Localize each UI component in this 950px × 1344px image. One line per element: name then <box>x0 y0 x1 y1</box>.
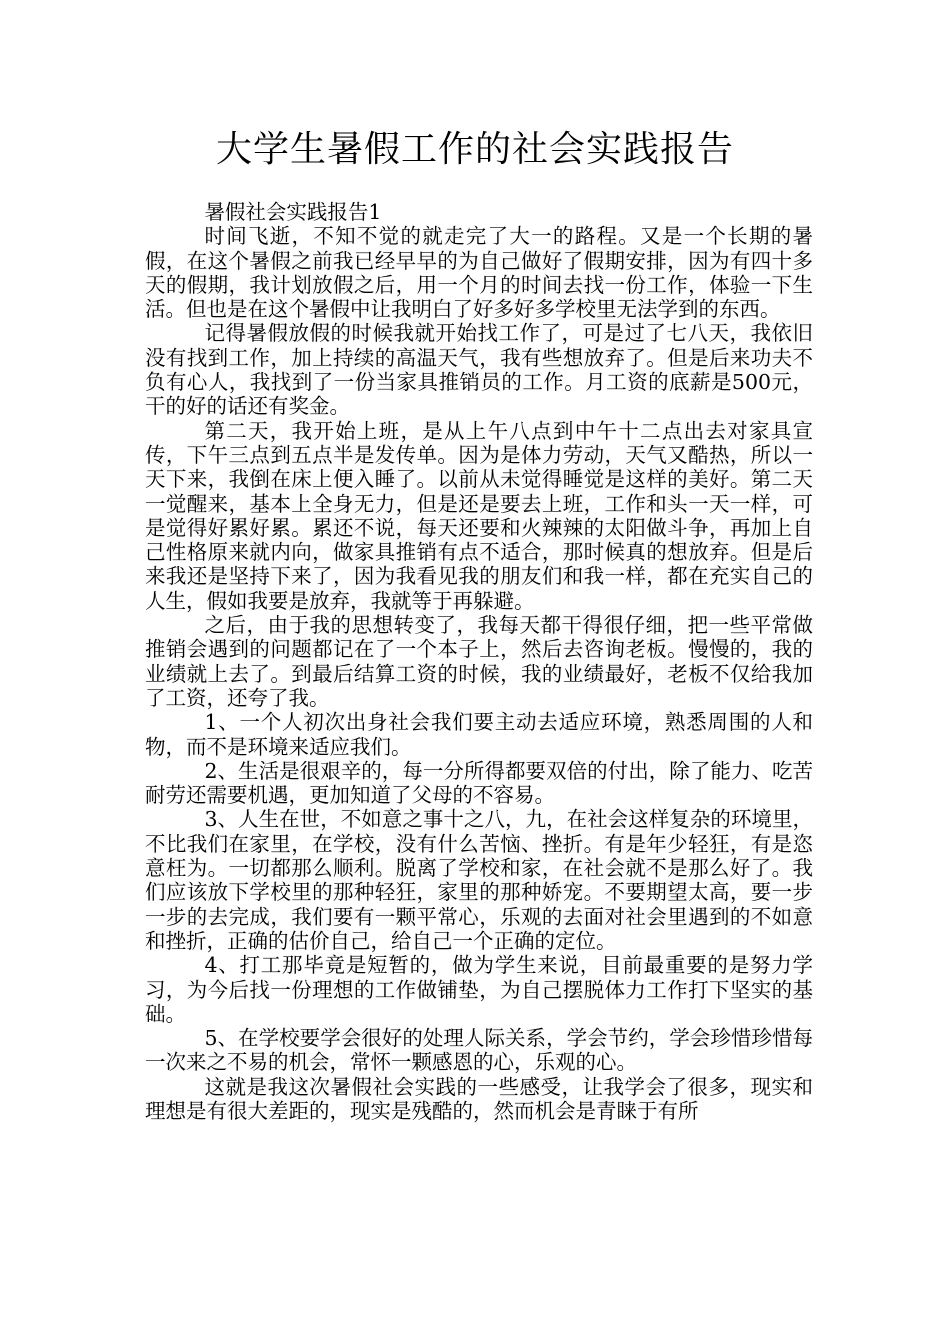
list-item: 1、一个人初次出身社会我们要主动去适应环境，熟悉周围的人和物，而不是环境来适应我们。 <box>145 710 813 759</box>
paragraph: 之后，由于我的思想转变了，我每天都干得很仔细，把一些平常做推销会遇到的问题都记在了一个本子上，然后去咨询老板。慢慢的，我的业绩就上去了。到最后结算工资的时候，我的业绩最好，老板不仅给我加了工资，还夸了我。 <box>145 613 813 710</box>
list-item: 5、在学校要学会很好的处理人际关系，学会节约，学会珍惜珍惜每一次来之不易的机会，常怀一颗感恩的心，乐观的心。 <box>145 1026 813 1075</box>
document-body <box>145 200 813 1123</box>
list-item: 3、人生在世，不如意之事十之八，九，在社会这样复杂的环境里，不比我们在家里，在学校，没有什么苦恼、挫折。有是年少轻狂，有是恣意枉为。一切都那么顺利。脱离了学校和家，在社会就不是那么好了。我们应该放下学校里的那种轻狂，家里的那种娇宠。不要期望太高，要一步一步的去完成，我们要有一颗平常心，乐观的去面对社会里遇到的不如意和挫折，正确的估价自己，给自己一个正确的定位。 <box>145 807 813 953</box>
list-item: 4、打工那毕竟是短暂的，做为学生来说，目前最重要的是努力学习，为今后找一份理想的工作做铺垫，为自己摆脱体力工作打下坚实的基础。 <box>145 953 813 1026</box>
list-item: 2、生活是很艰辛的，每一分所得都要双倍的付出，除了能力、吃苦耐劳还需要机遇，更加知道了父母的不容易。 <box>145 758 813 808</box>
paragraph: 记得暑假放假的时候我就开始找工作了，可是过了七八天，我依旧没有找到工作，加上持续的高温天气，我有些想放弃了。但是后来功夫不负有心人，我找到了一份当家具推销员的工作。月工资的底薪是500元，干的好的话还有奖金。 <box>145 321 813 419</box>
paragraph: 第二天，我开始上班，是从上午八点到中午十二点出去对家具宣传，下午三点到五点半是发传单。因为是体力劳动，天气又酷热，所以一天下来，我倒在床上便入睡了。以前从未觉得睡觉是这样的美好。第二天一觉醒来，基本上全身无力，但是还是要去上班，工作和头一天一样，可是觉得好累好累。累还不说，每天还要和火辣辣的太阳做斗争，再加上自己性格原来就内向，做家具推销有点不适合，那时候真的想放弃。但是后来我还是坚持下来了，因为我看见我的朋友们和我一样，都在充实自己的人生，假如我要是放弃，我就等于再躲避。 <box>145 418 813 613</box>
paragraph: 这就是我这次暑假社会实践的一些感受，让我学会了很多，现实和理想是有很大差距的，现实是残酷的，然而机会是青睐于有所 <box>145 1074 813 1123</box>
paragraph: 时间飞逝，不知不觉的就走完了大一的路程。又是一个长期的暑假，在这个暑假之前我已经早早的为自己做好了假期安排，因为有四十多天的假期，我计划放假之后，用一个月的时间去找一份工作，体验一下生活。但也是在这个暑假中让我明白了好多好多学校里无法学到的东西。 <box>145 224 813 322</box>
section-subtitle: 暑假社会实践报告1 <box>204 200 382 224</box>
document-title: 大学生暑假工作的社会实践报告 <box>215 129 734 170</box>
